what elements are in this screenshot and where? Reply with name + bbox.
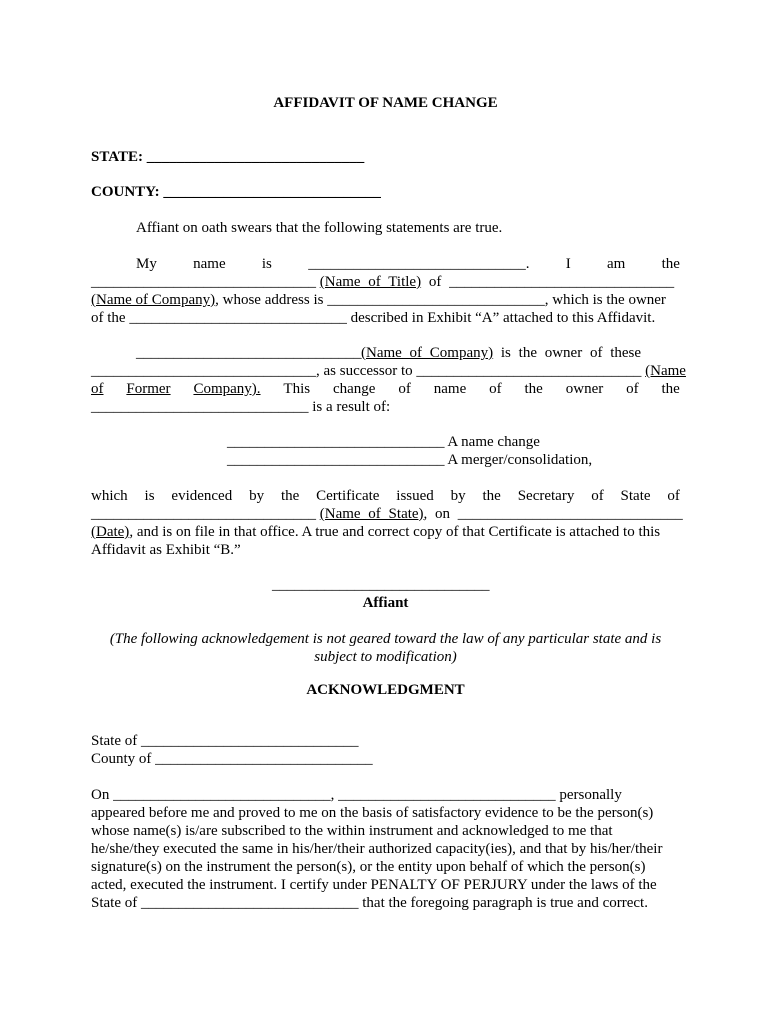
- para3-text: , and is on file in that office. A true and correct copy of that Certificate is attached to this: [129, 524, 661, 540]
- para3-word: of: [591, 488, 604, 504]
- ack-body-line: he/she/they executed the same in his/her/their authorized capacity(ies), and that by his/her/their: [91, 841, 663, 857]
- para3-line1: [91, 487, 680, 505]
- para3-line2: [91, 505, 683, 523]
- para2-word: the: [661, 381, 680, 397]
- option-name-change: _____________________________ A name change: [227, 434, 540, 450]
- para1-word: name: [193, 256, 226, 272]
- para2-word: name: [433, 381, 467, 397]
- para3-word: by: [249, 488, 265, 504]
- para1-line3: [91, 291, 680, 309]
- para3-word: is: [144, 488, 155, 504]
- para1-word: is: [261, 256, 272, 272]
- para2-word: the: [524, 381, 543, 397]
- para3-word: of: [667, 488, 680, 504]
- date-label: (Date): [91, 524, 130, 540]
- para2-line4: _____________________________ is a result of:: [91, 399, 391, 415]
- para2-text: is the owner of these: [493, 345, 642, 361]
- para2-word: Former: [126, 381, 171, 397]
- ack-body-line: whose name(s) is/are subscribed to the within instrument and acknowledged to me that: [91, 823, 613, 839]
- affiant-label: Affiant: [362, 595, 409, 611]
- ack-body-line: State of _____________________________ that the foregoing paragraph is true and correct.: [91, 895, 648, 911]
- para2-word: of: [91, 381, 104, 397]
- para2-word: owner: [565, 381, 604, 397]
- para3-word: the: [280, 488, 300, 504]
- para3-word: by: [450, 488, 466, 504]
- para2-line3: [91, 380, 680, 398]
- para3-line4: Affidavit as Exhibit “B.”: [91, 542, 241, 558]
- para1-word: My: [136, 256, 157, 272]
- para2-line2: [91, 362, 686, 380]
- name-label: (Name: [645, 363, 686, 379]
- para3-word: which: [91, 488, 128, 504]
- blank-line: ______________________________: [91, 274, 320, 290]
- ack-body-line: appeared before me and proved to me on the basis of satisfactory evidence to be the person(s): [91, 805, 654, 821]
- para1-word: the: [661, 256, 680, 272]
- acknowledgement-note-line2: subject to modification): [314, 649, 457, 665]
- acknowledgment-title: ACKNOWLEDGMENT: [306, 682, 465, 698]
- para2-word: of: [489, 381, 502, 397]
- intro-statement: Affiant on oath swears that the following statements are true.: [136, 220, 503, 236]
- para3-word: evidenced: [171, 488, 233, 504]
- ack-body-line: acted, executed the instrument. I certify under PENALTY OF PERJURY under the laws of the: [91, 877, 657, 893]
- para1-word: am: [607, 256, 626, 272]
- ack-state-line: State of _____________________________: [91, 733, 359, 749]
- name-of-state-label: (Name of State): [319, 506, 424, 522]
- para1-word: _____________________________.: [308, 256, 530, 272]
- para3-line3: [91, 523, 680, 541]
- para2-line1: [136, 344, 680, 362]
- para3-word: issued: [396, 488, 434, 504]
- acknowledgement-note-line1: (The following acknowledgement is not geared toward the law of any particular state and is: [109, 631, 662, 647]
- ack-body-line: On _____________________________, _____________________________ personally: [91, 787, 622, 803]
- state-line: STATE: _____________________________: [91, 149, 365, 165]
- para1-line2: [91, 273, 680, 291]
- para2-word: of: [626, 381, 639, 397]
- blank-line: ______________________________: [91, 506, 320, 522]
- para3-word: Certificate: [316, 488, 380, 504]
- para1-line1: [91, 255, 680, 273]
- para3-word: State: [620, 488, 651, 504]
- para2-word: Company).: [193, 381, 261, 397]
- para2-word: This: [283, 381, 311, 397]
- county-line: COUNTY: _____________________________: [91, 184, 381, 200]
- para1-line4: of the _____________________________ described in Exhibit “A” attached to this Affidavit.: [91, 310, 656, 326]
- signature-line: _____________________________: [272, 577, 490, 593]
- option-merger: _____________________________ A merger/consolidation,: [227, 452, 593, 468]
- para1-word: I: [565, 256, 571, 272]
- name-of-title-label: (Name of Title): [319, 274, 422, 290]
- name-of-company-label: (Name of Company): [361, 345, 494, 361]
- blank-line: ______________________________: [136, 345, 361, 361]
- para2-word: of: [398, 381, 411, 397]
- para3-word: Secretary: [517, 488, 575, 504]
- para3-text: , on ______________________________: [423, 506, 683, 522]
- para1-text: , whose address is _____________________________, which is the owner: [215, 292, 666, 308]
- para1-text: of ______________________________: [421, 274, 675, 290]
- name-of-company-label: (Name of Company): [91, 292, 216, 308]
- para3-word: the: [482, 488, 501, 504]
- para2-text: ______________________________, as successor to ______________________________: [91, 363, 646, 379]
- ack-body-line: signature(s) on the instrument the person(s), or the entity upon behalf of which the person(s): [91, 859, 646, 875]
- ack-county-line: County of _____________________________: [91, 751, 373, 767]
- document-title: AFFIDAVIT OF NAME CHANGE: [273, 95, 498, 111]
- para2-word: change: [332, 381, 376, 397]
